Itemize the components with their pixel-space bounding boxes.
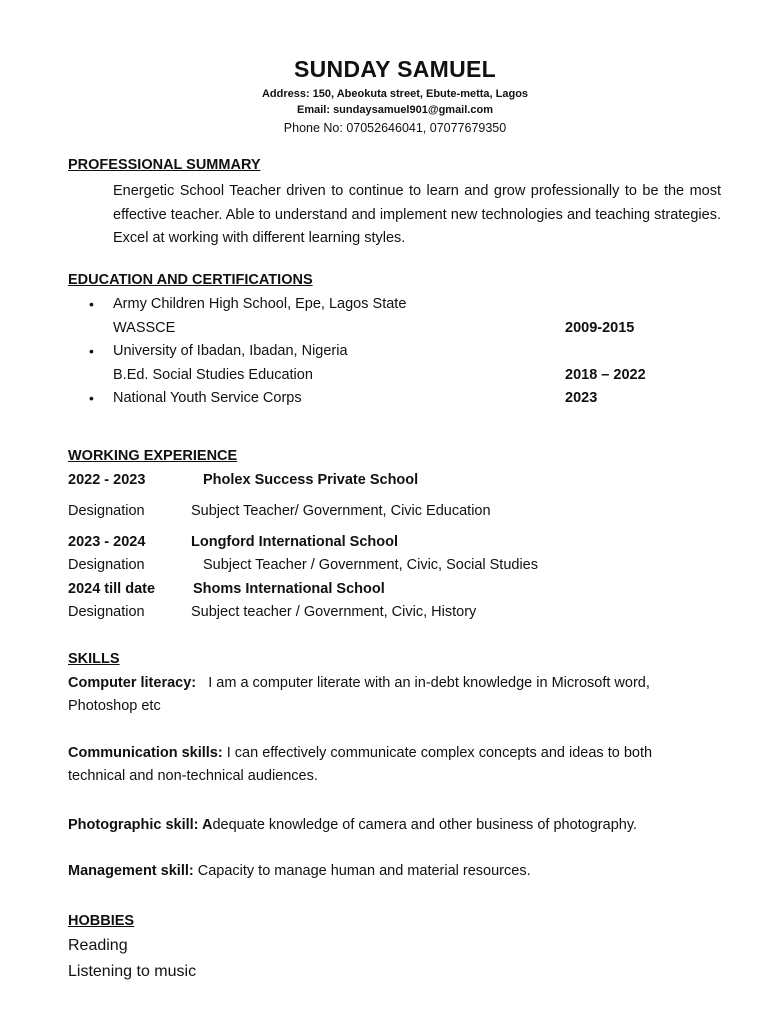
skill-management xyxy=(68,863,531,879)
education-school: University of Ibadan, Ibadan, Nigeria xyxy=(113,343,348,359)
skill-communication xyxy=(68,745,652,761)
job-employer: Shoms International School xyxy=(193,581,385,597)
skill-label: Photographic skill: A xyxy=(68,817,213,833)
skill-photographic xyxy=(68,817,637,833)
job-employer: Longford International School xyxy=(191,534,399,550)
summary-text: Energetic School Teacher driven to continue to learn and grow professionally to be the most effective teacher. Able to understand and implement new technologies and teaching strategies. Excel at working with different learning styles. xyxy=(113,183,721,246)
designation-label: Designation xyxy=(68,503,145,519)
education-school: Army Children High School, Epe, Lagos State xyxy=(113,296,407,312)
education-years: 2023 xyxy=(565,390,598,406)
education-years: 2018 – 2022 xyxy=(565,367,646,383)
hobby-item: Reading xyxy=(68,937,128,954)
job-employer: Pholex Success Private School xyxy=(203,472,419,488)
education-qualification: B.Ed. Social Studies Education xyxy=(113,367,313,383)
skill-description-cont: Photoshop etc xyxy=(68,698,161,714)
education-qualification: WASSCE xyxy=(113,320,176,336)
skill-computer-literacy xyxy=(68,675,650,691)
hobbies-heading: HOBBIES xyxy=(68,913,135,929)
designation-label: Designation xyxy=(68,604,145,620)
hobby-item: Listening to music xyxy=(68,963,197,980)
job-period: 2024 till date xyxy=(68,581,156,597)
designation-label: Designation xyxy=(68,557,145,573)
email-line: Email: sundaysamuel901@gmail.com xyxy=(297,104,493,116)
job-designation: Subject Teacher / Government, Civic, Social Studies xyxy=(203,557,539,573)
job-designation: Subject Teacher/ Government, Civic Education xyxy=(191,503,491,519)
skill-description: Capacity to manage human and material resources. xyxy=(197,863,531,879)
education-school: National Youth Service Corps xyxy=(113,390,302,406)
skill-label: Computer literacy: xyxy=(68,675,197,691)
job-period: 2023 - 2024 xyxy=(68,534,146,550)
job-designation: Subject teacher / Government, Civic, History xyxy=(191,604,477,620)
skill-label: Management skill: xyxy=(68,863,194,879)
bullet-icon: • xyxy=(89,296,94,312)
education-years: 2009-2015 xyxy=(565,320,635,336)
skill-description: I am a computer literate with an in-debt knowledge in Microsoft word, xyxy=(208,675,650,691)
phone-line: Phone No: 07052646041, 07077679350 xyxy=(283,121,507,135)
address-line: Address: 150, Abeokuta street, Ebute-metta, Lagos xyxy=(261,88,529,100)
bullet-icon: • xyxy=(89,390,94,406)
education-heading: EDUCATION AND CERTIFICATIONS xyxy=(68,272,313,288)
candidate-name: SUNDAY SAMUEL xyxy=(294,56,496,82)
skill-description: I can effectively communicate complex concepts and ideas to both xyxy=(226,745,653,761)
skill-description-cont: technical and non-technical audiences. xyxy=(68,768,318,784)
job-period: 2022 - 2023 xyxy=(68,472,146,488)
skill-description: dequate knowledge of camera and other business of photography. xyxy=(212,817,638,833)
summary-heading: PROFESSIONAL SUMMARY xyxy=(68,157,261,173)
bullet-icon: • xyxy=(89,343,94,359)
skill-label: Communication skills: xyxy=(68,745,223,761)
experience-heading: WORKING EXPERIENCE xyxy=(68,448,238,464)
skills-heading: SKILLS xyxy=(68,651,120,667)
